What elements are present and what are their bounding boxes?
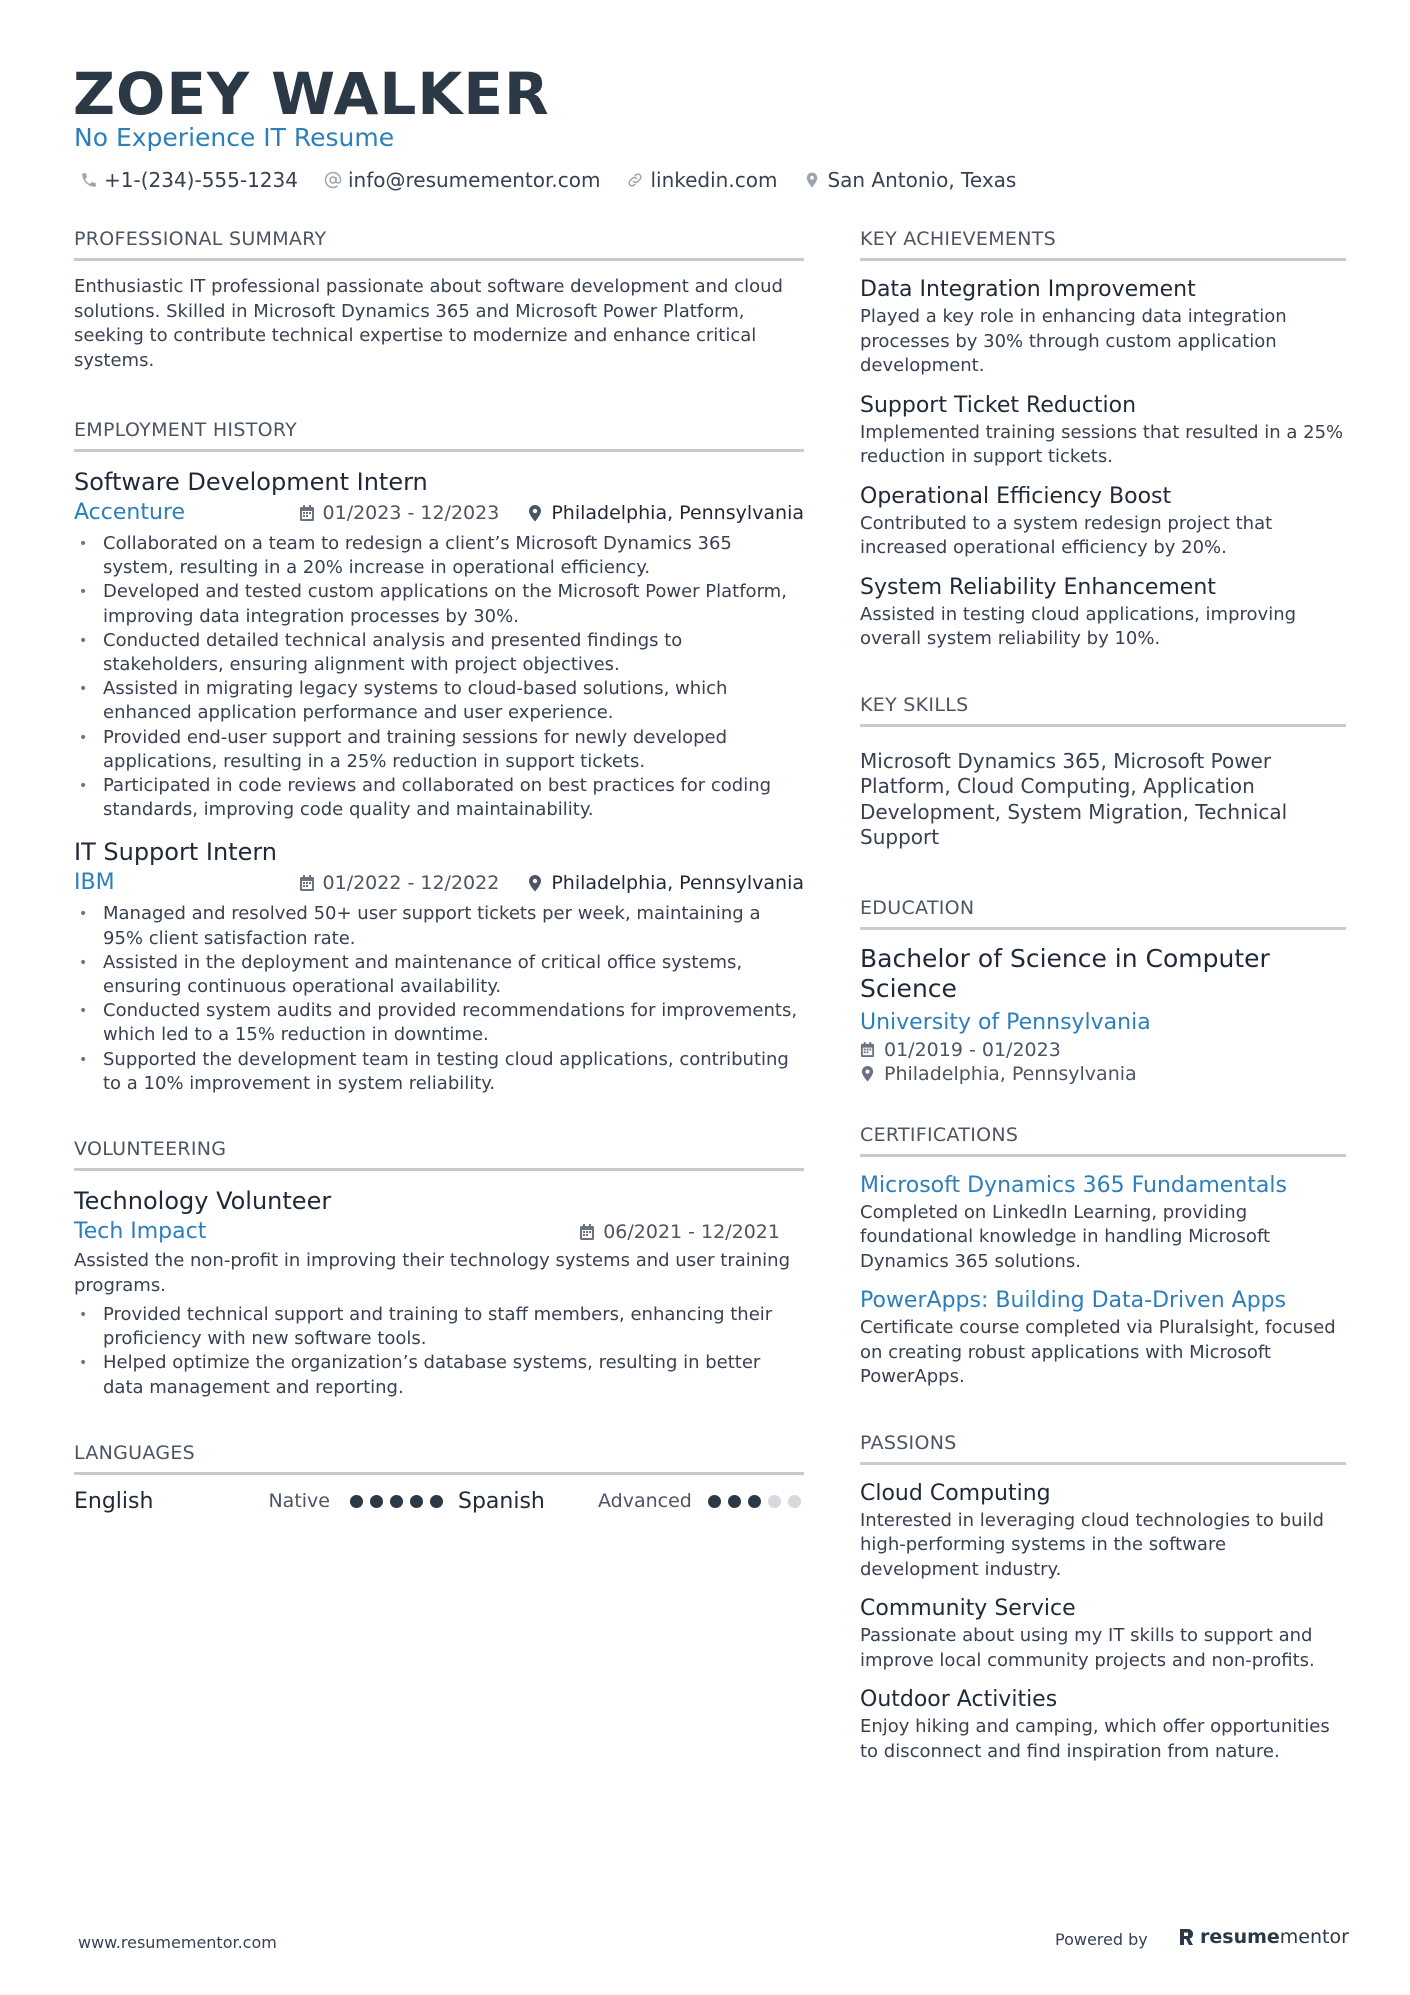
dates-text: 01/2022 - 12/2022 xyxy=(322,872,500,895)
passion-title: Outdoor Activities xyxy=(860,1687,1058,1712)
candidate-name: ZOEY WALKER xyxy=(73,60,550,128)
certification-text: Certificate course completed via Pluralsight, focused on creating robust applications with Microsoft PowerApps. xyxy=(860,1317,1336,1387)
volunteer-description: Assisted the non-profit in improving their technology systems and user training programs. xyxy=(74,1250,791,1296)
language-rating xyxy=(708,1495,801,1508)
job-dates xyxy=(299,498,500,528)
dates-text: 06/2021 - 12/2021 xyxy=(603,1221,780,1244)
right-column xyxy=(860,226,1346,1764)
location-text: Philadelphia, Pennsylvania xyxy=(551,502,804,524)
rating-dot-filled xyxy=(390,1495,403,1508)
volunteer-meta xyxy=(579,1217,780,1247)
section-heading: KEY ACHIEVEMENTS xyxy=(860,226,1346,261)
passion-text: Enjoy hiking and camping, which offer opportunities to disconnect and find inspiration from nature. xyxy=(860,1716,1330,1762)
passion-text: Passionate about using my IT skills to support and improve local community projects and non-profits. xyxy=(860,1625,1315,1671)
brand-text-bold: resume xyxy=(1200,1926,1280,1948)
location-text: San Antonio, Texas xyxy=(827,168,1017,192)
education-location xyxy=(860,1062,1346,1086)
bullet-item: • Participated in code reviews and collaborated on best practices for coding standards, improving code quality and maintainability. xyxy=(74,774,804,822)
passion-text: Interested in leveraging cloud technologies to build high-performing systems in the software development industry. xyxy=(860,1509,1324,1580)
footer-url[interactable]: www.resumementor.com xyxy=(78,1933,277,1952)
bullet-item: • Conducted detailed technical analysis and presented findings to stakeholders, ensuring alignment with project objectives. xyxy=(74,629,804,677)
certification-title: Microsoft Dynamics 365 Fundamentals xyxy=(860,1172,1287,1198)
skills-section xyxy=(860,692,1346,851)
job-title: IT Support Intern xyxy=(74,838,277,867)
achievement-text: Implemented training sessions that resulted in a 25% reduction in support tickets. xyxy=(860,421,1344,467)
contact-location xyxy=(803,168,1016,192)
powered-by-label: Powered by xyxy=(1055,1930,1148,1949)
certification-item xyxy=(860,1171,1346,1275)
bullet-item: • Provided technical support and training to staff members, enhancing their proficiency with new software tools. xyxy=(74,1303,804,1351)
contact-phone xyxy=(80,168,298,192)
rating-dot-filled xyxy=(728,1495,741,1508)
languages-section xyxy=(74,1440,804,1514)
certification-text: Completed on LinkedIn Learning, providing foundational knowledge in handling Microsoft Dynamics 365 solutions. xyxy=(860,1201,1271,1272)
contact-bar xyxy=(80,168,1016,192)
rating-dot-filled xyxy=(350,1495,363,1508)
map-pin-icon xyxy=(803,171,821,189)
passion-title: Community Service xyxy=(860,1596,1076,1621)
phone-text: +1-(234)-555-1234 xyxy=(104,168,298,192)
bullet-item: • Managed and resolved 50+ user support tickets per week, maintaining a 95% client satisfaction rate. xyxy=(74,902,804,950)
phone-icon xyxy=(80,171,98,189)
language-level: Native xyxy=(268,1490,330,1513)
company-name: IBM xyxy=(74,870,115,896)
language-item xyxy=(74,1489,458,1514)
achievement-item xyxy=(860,275,1346,379)
passion-item xyxy=(860,1479,1346,1583)
brand-text-light: mentor xyxy=(1279,1926,1349,1948)
achievement-title: Support Ticket Reduction xyxy=(860,392,1137,418)
job-location xyxy=(527,868,804,898)
left-column xyxy=(74,226,804,1514)
rating-dot-filled xyxy=(370,1495,383,1508)
section-heading: CERTIFICATIONS xyxy=(860,1122,1346,1157)
bullet-item: • Assisted in migrating legacy systems to cloud-based solutions, which enhanced application performance and user experience. xyxy=(74,677,804,725)
languages-row xyxy=(74,1489,804,1514)
bullet-item: • Conducted system audits and provided recommendations for improvements, which led to a 15% reduction in downtime. xyxy=(74,999,804,1047)
education-dates xyxy=(860,1038,1346,1062)
job-bullets xyxy=(74,532,804,822)
bullet-item: • Collaborated on a team to redesign a client’s Microsoft Dynamics 365 system, resulting in a 20% increase in operational efficiency. xyxy=(74,532,804,580)
section-heading: KEY SKILLS xyxy=(860,692,1346,727)
job-meta xyxy=(299,498,804,528)
achievement-title: Operational Efficiency Boost xyxy=(860,483,1172,509)
dates-text: 01/2023 - 12/2023 xyxy=(322,502,500,524)
passions-section xyxy=(860,1430,1346,1765)
language-item xyxy=(458,1489,804,1514)
volunteer-bullets xyxy=(74,1303,804,1400)
company-name: Accenture xyxy=(74,500,185,525)
map-pin-icon xyxy=(527,874,543,892)
achievement-text: Played a key role in enhancing data integration processes by 30% through custom application development. xyxy=(860,306,1287,376)
certification-title: PowerApps: Building Data-Driven Apps xyxy=(860,1288,1287,1313)
job-bullets xyxy=(74,902,804,1096)
bullet-item: • Provided end-user support and training sessions for newly developed applications, resulting in a 25% reduction in support tickets. xyxy=(74,726,804,774)
volunteer-org: Tech Impact xyxy=(74,1219,207,1245)
section-heading: VOLUNTEERING xyxy=(74,1136,804,1171)
job-entry xyxy=(74,466,804,822)
passion-item xyxy=(860,1685,1346,1764)
language-level: Advanced xyxy=(598,1490,692,1513)
resumementor-logo-icon xyxy=(1178,1927,1196,1947)
calendar-icon xyxy=(860,1041,875,1058)
rating-dot-filled xyxy=(748,1495,761,1508)
achievement-item xyxy=(860,573,1346,652)
skills-text: Microsoft Dynamics 365, Microsoft Power Platform, Cloud Computing, Application Development, System Migration, Technical Support xyxy=(860,748,1288,849)
contact-linkedin[interactable] xyxy=(626,168,777,192)
section-heading: EDUCATION xyxy=(860,895,1346,930)
volunteer-meta-row xyxy=(74,1217,804,1247)
bullet-item: • Assisted in the deployment and maintenance of critical office systems, ensuring continuous operational availability. xyxy=(74,951,804,999)
calendar-icon xyxy=(299,504,315,522)
rating-dot-filled xyxy=(410,1495,423,1508)
calendar-icon xyxy=(299,874,315,892)
achievement-item xyxy=(860,391,1346,470)
map-pin-icon xyxy=(527,504,543,522)
section-heading: LANGUAGES xyxy=(74,1440,804,1475)
passion-title: Cloud Computing xyxy=(860,1480,1051,1506)
certification-item xyxy=(860,1286,1346,1390)
language-name: English xyxy=(74,1488,154,1514)
resume-subtitle: No Experience IT Resume xyxy=(74,123,395,152)
certifications-section xyxy=(860,1122,1346,1390)
calendar-icon xyxy=(579,1223,595,1241)
bullet-item: • Supported the development team in testing cloud applications, contributing to a 10% improvement in system reliability. xyxy=(74,1048,804,1096)
language-rating xyxy=(350,1495,443,1508)
rating-dot-empty xyxy=(788,1495,801,1508)
job-dates xyxy=(299,868,500,898)
job-meta-row xyxy=(74,868,804,898)
passion-item xyxy=(860,1594,1346,1673)
section-heading: PASSIONS xyxy=(860,1430,1346,1465)
volunteer-role: Technology Volunteer xyxy=(74,1187,332,1216)
location-text: Philadelphia, Pennsylvania xyxy=(551,872,804,895)
volunteer-dates xyxy=(579,1217,780,1247)
bullet-item: • Developed and tested custom applications on the Microsoft Power Platform, improving data integration processes by 30%. xyxy=(74,580,804,628)
rating-dot-filled xyxy=(708,1495,721,1508)
employment-section xyxy=(74,417,804,1096)
contact-email[interactable] xyxy=(324,168,600,192)
job-meta-row xyxy=(74,498,804,528)
achievements-section xyxy=(860,226,1346,652)
dates-text: 01/2019 - 01/2023 xyxy=(884,1038,1061,1061)
section-heading: PROFESSIONAL SUMMARY xyxy=(74,226,804,261)
rating-dot-filled xyxy=(430,1495,443,1508)
summary-text: Enthusiastic IT professional passionate about software development and cloud solutions. Skilled in Microsoft Dynamics 365 and Microsoft Power Platform, seeking to contribute technical expertise to modernize and enhance critical systems. xyxy=(74,276,783,371)
achievement-text: Assisted in testing cloud applications, improving overall system reliability by 10%. xyxy=(860,603,1297,649)
achievement-title: Data Integration Improvement xyxy=(860,277,1196,302)
link-icon xyxy=(626,171,644,189)
rating-dot-empty xyxy=(768,1495,781,1508)
degree-title: Bachelor of Science in Computer Science xyxy=(860,943,1270,1003)
education-section xyxy=(860,895,1346,1086)
achievement-title: System Reliability Enhancement xyxy=(860,574,1216,600)
job-location xyxy=(527,498,804,528)
summary-section xyxy=(74,226,804,373)
section-heading: EMPLOYMENT HISTORY xyxy=(74,417,804,452)
location-text: Philadelphia, Pennsylvania xyxy=(884,1062,1137,1085)
email-text[interactable]: info@resumementor.com xyxy=(347,168,601,192)
job-title: Software Development Intern xyxy=(74,468,428,496)
school-name: University of Pennsylvania xyxy=(860,1009,1151,1035)
map-pin-icon xyxy=(860,1065,875,1082)
linkedin-text[interactable]: linkedin.com xyxy=(650,168,778,192)
volunteering-section xyxy=(74,1136,804,1400)
achievement-text: Contributed to a system redesign project that increased operational efficiency by 20%. xyxy=(860,512,1273,558)
achievement-item xyxy=(860,482,1346,561)
brand-logo[interactable] xyxy=(1178,1926,1349,1948)
at-icon xyxy=(324,171,342,189)
job-entry xyxy=(74,836,804,1096)
language-name: Spanish xyxy=(458,1488,545,1514)
bullet-item: • Helped optimize the organization’s database systems, resulting in better data management and reporting. xyxy=(74,1351,804,1399)
job-meta xyxy=(299,868,804,898)
